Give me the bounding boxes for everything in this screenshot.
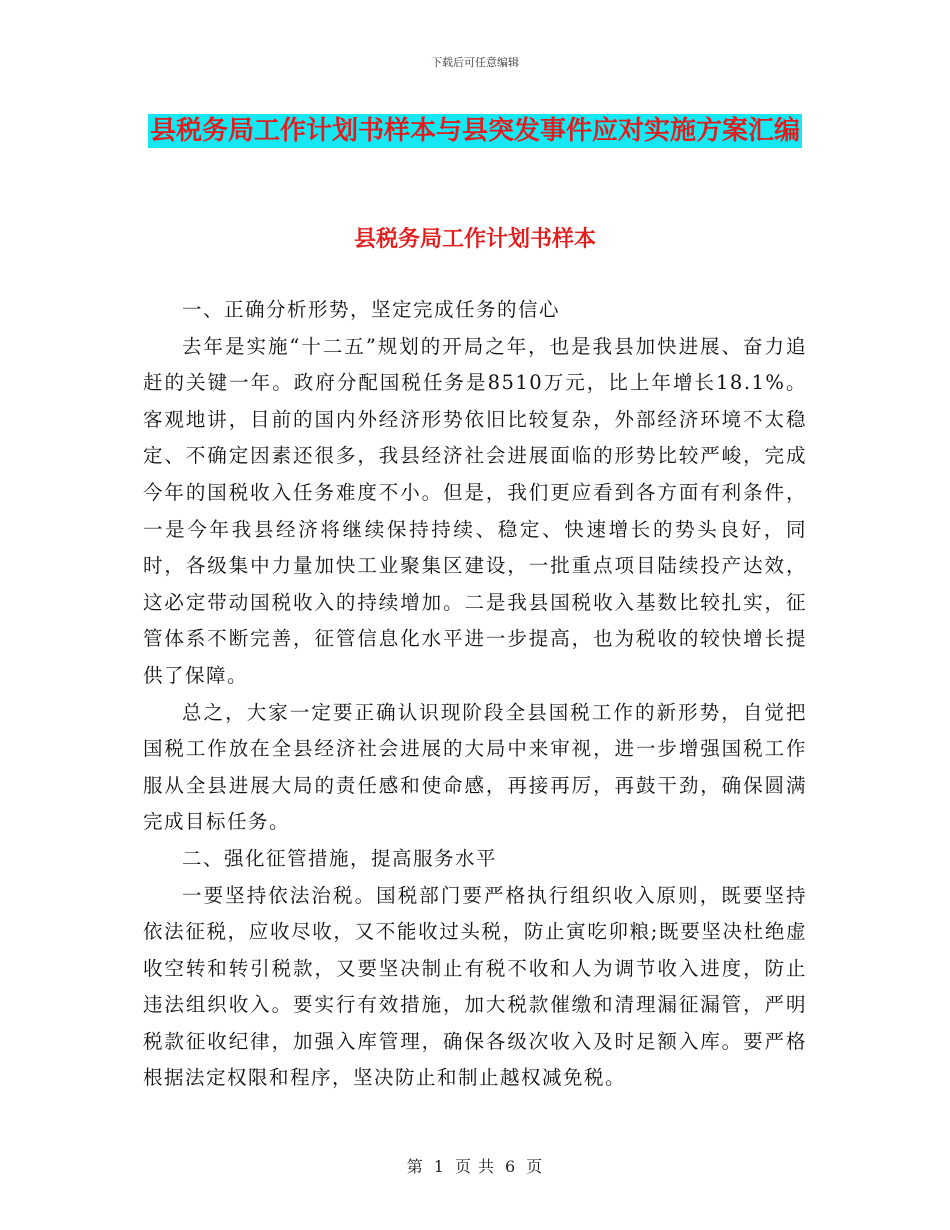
footer-prefix: 第: [406, 1157, 424, 1176]
footer-mid: 页 共: [454, 1157, 496, 1176]
document-body: [143, 292, 807, 1097]
page-footer: [0, 1154, 950, 1177]
heading-2: 二、强化征管措施，提高服务水平: [182, 846, 498, 870]
paragraph: 去年是实施“十二五”规划的开局之年，也是我县加快进展、奋力追赶的关键一年。政府分配国税任务是8510万元，比上年增长18.1%。客观地讲，目前的国内外经济形势依旧比较复杂，外部经济环境不太稳定、不确定因素还很多，我县经济社会进展面临的形势比较严峻，完成今年的国税收入任务难度不小。但是，我们更应看到各方面有利条件，一是今年我县经济将继续保持持续、稳定、快速增长的势头良好，同时，各级集中力量加快工业聚集区建设，一批重点项目陆续投产达效，这必定带动国税收入的持续增加。二是我县国税收入基数比较扎实，征管体系不断完善，征管信息化水平进一步提高，也为税收的较快增长提供了保障。: [143, 334, 807, 687]
document-title-text: 县税务局工作计划书样本与县突发事件应对实施方案汇编: [149, 116, 800, 146]
paragraph: 总之，大家一定要正确认识现阶段全县国税工作的新形势，自觉把国税工作放在全县经济社会进展的大局中来审视，进一步增强国税工作服从全县进展大局的责任感和使命感，再接再厉，再鼓干劲，确保圆满完成目标任务。: [143, 700, 807, 834]
footer-page-number: 1: [433, 1157, 445, 1176]
document-title: [140, 108, 810, 154]
footer-suffix: 页: [526, 1157, 544, 1176]
footer-total-pages: 6: [505, 1157, 517, 1176]
header-note: 下载后可任意编辑: [431, 56, 519, 69]
heading-1: 一、正确分析形势，坚定完成任务的信心: [182, 298, 561, 321]
paragraph: 一要坚持依法治税。国税部门要严格执行组织收入原则，既要坚持依法征税，应收尽收，又不能收过头税，防止寅吃卯粮;既要坚决杜绝虚收空转和转引税款，又要坚决制止有税不收和人为调节收入进度，防止违法组织收入。要实行有效措施，加大税款催缴和清理漏征漏管，严明税款征收纪律，加强入库管理，确保各级次收入及时足额入库。要严格根据法定权限和程序，坚决防止和制止越权减免税。: [143, 883, 807, 1090]
section-title: 县税务局工作计划书样本: [353, 227, 596, 252]
